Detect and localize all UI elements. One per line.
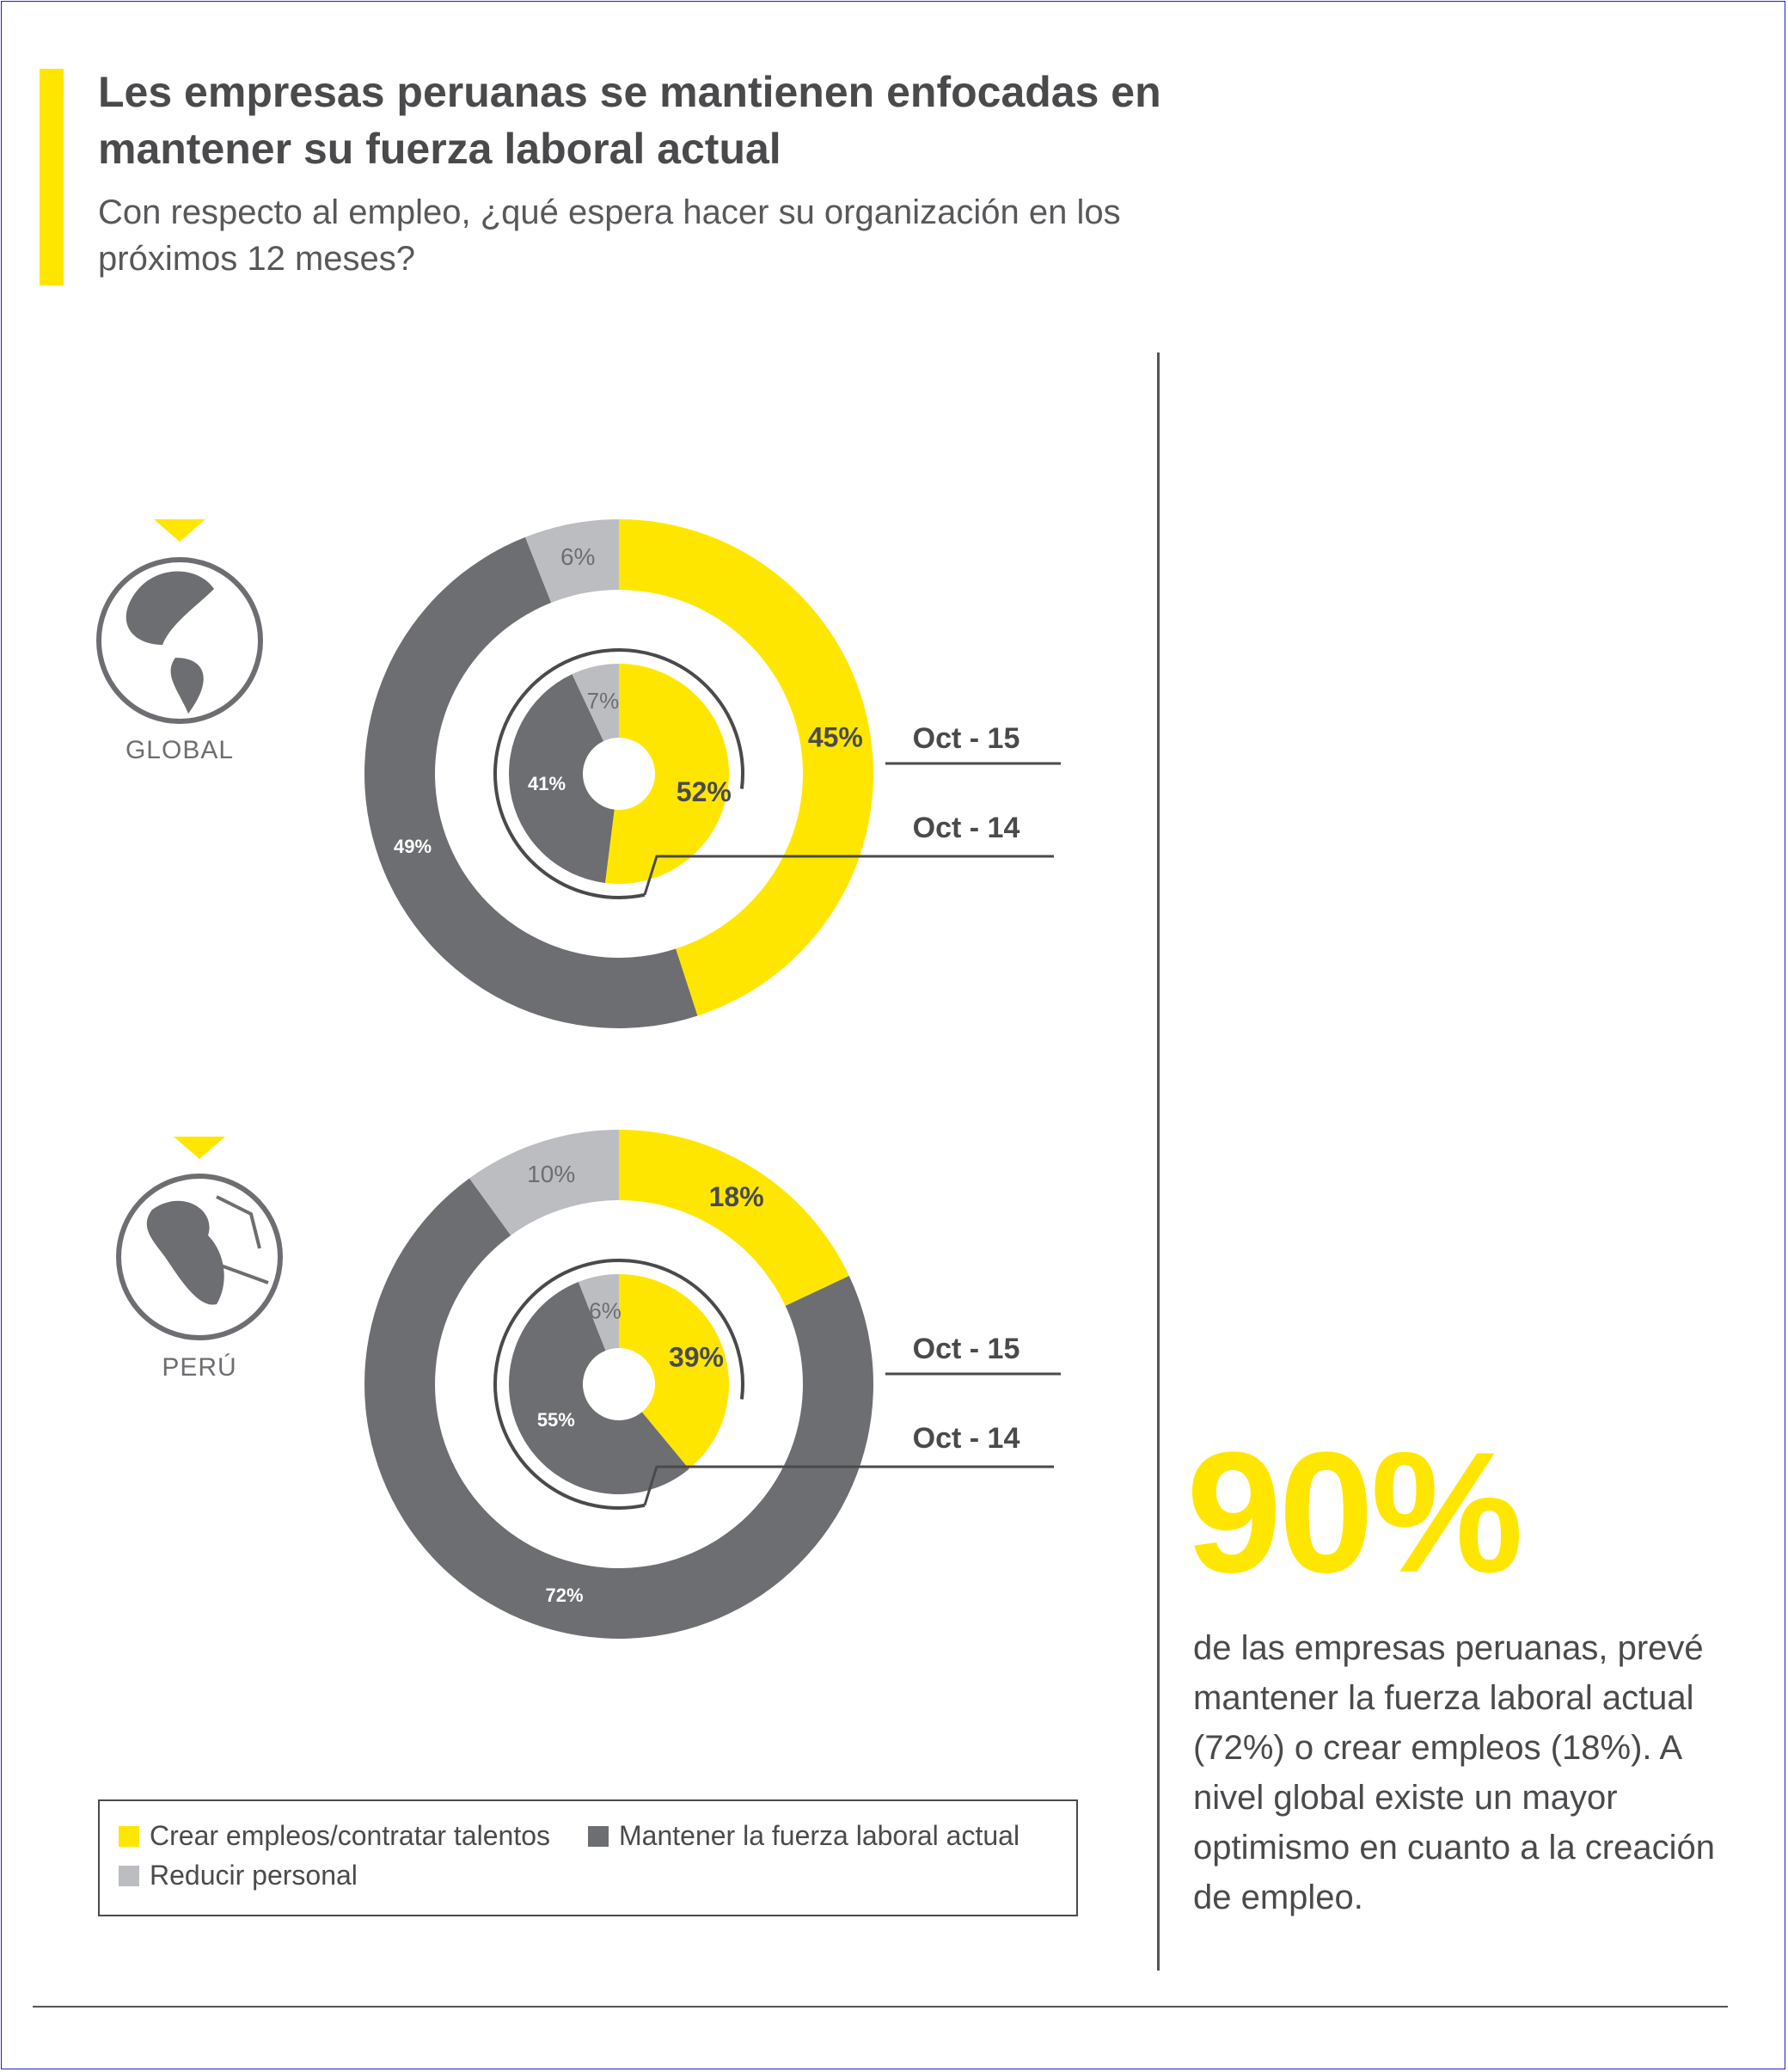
pointer-triangle-icon bbox=[154, 519, 205, 542]
data-label: 55% bbox=[536, 1409, 575, 1431]
donut-slice-crear bbox=[619, 1130, 849, 1306]
legend-item-reducir bbox=[119, 1860, 358, 1891]
vertical-divider bbox=[1157, 352, 1160, 1971]
donut-slice-crear bbox=[605, 664, 729, 884]
data-label: 7% bbox=[586, 687, 620, 714]
ring-label-oct-14: Oct - 14 bbox=[912, 1422, 1020, 1455]
data-label: 39% bbox=[668, 1341, 724, 1373]
legend-label: Crear empleos/contratar talentos bbox=[150, 1820, 550, 1851]
legend-label: Mantener la fuerza laboral actual bbox=[619, 1820, 1020, 1851]
highlight-text: de las empresas peruanas, prevé mantener la fuerza laboral actual (72%) o crear empleos (18%). A nivel global existe un mayor optimismo en cuanto a la creación de empleo. bbox=[1193, 1629, 1715, 1916]
ring-label-oct-15: Oct - 15 bbox=[912, 1333, 1020, 1365]
page-title: Les empresas peruanas se mantienen enfocadas en mantener su fuerza laboral actual bbox=[98, 68, 1161, 173]
page-subtitle: Con respecto al empleo, ¿qué espera hacer su organización en los próximos 12 meses? bbox=[98, 193, 1121, 278]
data-label: 18% bbox=[708, 1181, 764, 1213]
legend-swatch bbox=[119, 1866, 139, 1886]
data-label: 52% bbox=[676, 775, 732, 807]
peru-map-shape bbox=[147, 1201, 224, 1305]
bottom-divider bbox=[33, 2006, 1728, 2008]
data-label: 6% bbox=[560, 543, 596, 570]
region-label: GLOBAL bbox=[125, 736, 235, 764]
continent-shape bbox=[126, 572, 214, 714]
data-label: 10% bbox=[527, 1160, 576, 1187]
data-label: 72% bbox=[545, 1584, 584, 1606]
data-label: 41% bbox=[528, 773, 566, 795]
data-label: 6% bbox=[589, 1297, 622, 1324]
data-label: 45% bbox=[807, 721, 863, 753]
ring-label-oct-14: Oct - 14 bbox=[912, 812, 1020, 844]
legend-item-crear bbox=[119, 1820, 550, 1852]
chart-legend bbox=[98, 1799, 1078, 1916]
legend-item-mantener bbox=[588, 1820, 1020, 1852]
legend-swatch bbox=[588, 1826, 609, 1847]
legend-label: Reducir personal bbox=[150, 1860, 358, 1891]
data-label: 49% bbox=[394, 836, 432, 858]
highlight-number: 90% bbox=[1186, 1417, 1521, 1609]
region-label: PERÚ bbox=[162, 1353, 237, 1382]
ring-label-oct-15: Oct - 15 bbox=[912, 722, 1020, 755]
legend-swatch bbox=[119, 1826, 139, 1847]
border-lines bbox=[217, 1197, 268, 1283]
pointer-triangle-icon bbox=[174, 1137, 225, 1159]
